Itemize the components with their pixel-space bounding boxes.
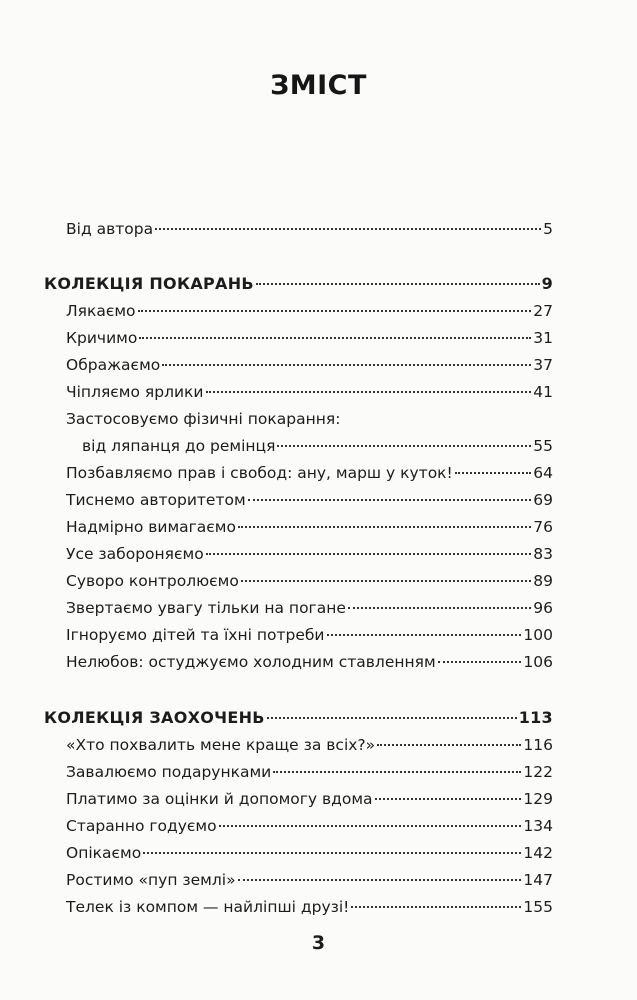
- dot-leader: [273, 771, 521, 773]
- toc-entry-page: 122: [523, 763, 553, 781]
- dot-leader: [206, 553, 532, 555]
- dot-leader: [219, 825, 522, 827]
- page-title: ЗМІСТ: [270, 70, 367, 101]
- toc-entry: [66, 354, 553, 376]
- toc-entry: [66, 516, 553, 538]
- toc-entry-label: Старанно годуємо: [66, 817, 217, 835]
- toc-entry-page: 83: [533, 545, 553, 563]
- toc-entry-page: 55: [533, 437, 553, 455]
- dot-leader: [375, 798, 522, 800]
- toc-entry: [66, 815, 553, 837]
- toc-entry: [82, 435, 553, 457]
- dot-leader: [238, 879, 522, 881]
- toc-entry: [66, 896, 553, 918]
- toc-entry-page: 69: [533, 491, 553, 509]
- dot-leader: [351, 906, 521, 908]
- toc-entry-page: 76: [533, 518, 553, 536]
- toc-heading-page: 9: [541, 274, 553, 293]
- toc-entry-page: 116: [523, 736, 553, 754]
- toc-entry-label: Звертаємо увагу тільки на погане: [66, 599, 346, 617]
- dot-leader: [143, 852, 521, 854]
- dot-leader: [348, 607, 531, 609]
- toc-entry-page: 100: [523, 626, 553, 644]
- dot-leader: [139, 337, 531, 339]
- dot-leader: [256, 283, 540, 285]
- dot-leader: [241, 580, 531, 582]
- toc-entry-label: Платимо за оцінки й допомогу вдома: [66, 790, 373, 808]
- toc-entry-label: Усе забороняємо: [66, 545, 204, 563]
- toc-entry-page: 147: [523, 871, 553, 889]
- toc-entry-first-line: [66, 408, 553, 430]
- toc-entry-label: Опікаємо: [66, 844, 142, 862]
- toc-section-heading: [44, 707, 553, 729]
- dot-leader: [162, 364, 531, 366]
- toc-entry: [66, 761, 553, 783]
- toc-entry-page: 31: [533, 329, 553, 347]
- dot-leader: [455, 472, 532, 474]
- toc-entry: [66, 462, 553, 484]
- dot-leader: [155, 228, 541, 230]
- dot-leader: [248, 499, 532, 501]
- toc-entry: [66, 624, 553, 646]
- toc-entry-page: 106: [523, 653, 553, 671]
- toc-entry-label: Надмірно вимагаємо: [66, 518, 236, 536]
- toc-entry: [66, 651, 553, 673]
- toc-entry: [66, 570, 553, 592]
- toc-entry-page: 27: [533, 302, 553, 320]
- dot-leader: [438, 661, 522, 663]
- page-number: 3: [311, 932, 326, 954]
- toc-entry-label: від ляпанця до ремінця: [82, 437, 276, 455]
- toc-entry: [66, 218, 553, 240]
- toc-entry-label: Позбавляємо прав і свобод: ану, марш у куток!: [66, 464, 453, 482]
- toc-entry: [66, 300, 553, 322]
- toc-entry: [66, 869, 553, 891]
- toc-entry-page: 37: [533, 356, 553, 374]
- dot-leader: [277, 445, 531, 447]
- dot-leader: [267, 717, 517, 719]
- toc-entry-label: Застосовуємо фізичні покарання:: [66, 410, 341, 428]
- toc-entry-page: 64: [533, 464, 553, 482]
- dot-leader: [138, 310, 532, 312]
- toc-entry-page: 41: [533, 383, 553, 401]
- toc-entry-page: 5: [543, 220, 553, 238]
- toc-entry-label: «Хто похвалить мене краще за всіх?»: [66, 736, 376, 754]
- toc-entry-page: 134: [523, 817, 553, 835]
- toc-entry: [66, 842, 553, 864]
- dot-leader: [206, 391, 532, 393]
- toc-entry: [66, 543, 553, 565]
- toc-heading-label: КОЛЕКЦІЯ ЗАОХОЧЕНЬ: [44, 708, 265, 727]
- toc-entry: [66, 788, 553, 810]
- toc-entry: [66, 381, 553, 403]
- toc-entry-page: 142: [523, 844, 553, 862]
- toc-entry-label: Від автора: [66, 220, 154, 238]
- toc-entry: [66, 597, 553, 619]
- dot-leader: [377, 744, 521, 746]
- toc-entry-label: Ігноруємо дітей та їхні потреби: [66, 626, 325, 644]
- toc-entry-label: Чіпляємо ярлики: [66, 383, 204, 401]
- toc-heading-page: 113: [518, 708, 553, 727]
- toc-entry-label: Суворо контролюємо: [66, 572, 239, 590]
- toc-heading-label: КОЛЕКЦІЯ ПОКАРАНЬ: [44, 274, 254, 293]
- toc-entry-label: Ростимо «пуп землі»: [66, 871, 236, 889]
- toc-entry-label: Нелюбов: остуджуємо холодним ставленням: [66, 653, 436, 671]
- toc-entry-label: Завалюємо подарунками: [66, 763, 272, 781]
- dot-leader: [238, 526, 531, 528]
- toc-entry-label: Лякаємо: [66, 302, 136, 320]
- toc-entry-page: 96: [533, 599, 553, 617]
- toc-entry-label: Кричимо: [66, 329, 138, 347]
- toc-entry: [66, 489, 553, 511]
- toc-entry: [66, 327, 553, 349]
- toc-entry-page: 89: [533, 572, 553, 590]
- toc-section-heading: [44, 273, 553, 295]
- toc-entry-label: Телек із компом — найліпші друзі!: [66, 898, 350, 916]
- toc-entry-page: 155: [523, 898, 553, 916]
- toc-entry-page: 129: [523, 790, 553, 808]
- toc-entry-label: Ображаємо: [66, 356, 161, 374]
- toc-entry: [66, 734, 553, 756]
- toc-entry-label: Тиснемо авторитетом: [66, 491, 246, 509]
- dot-leader: [327, 634, 522, 636]
